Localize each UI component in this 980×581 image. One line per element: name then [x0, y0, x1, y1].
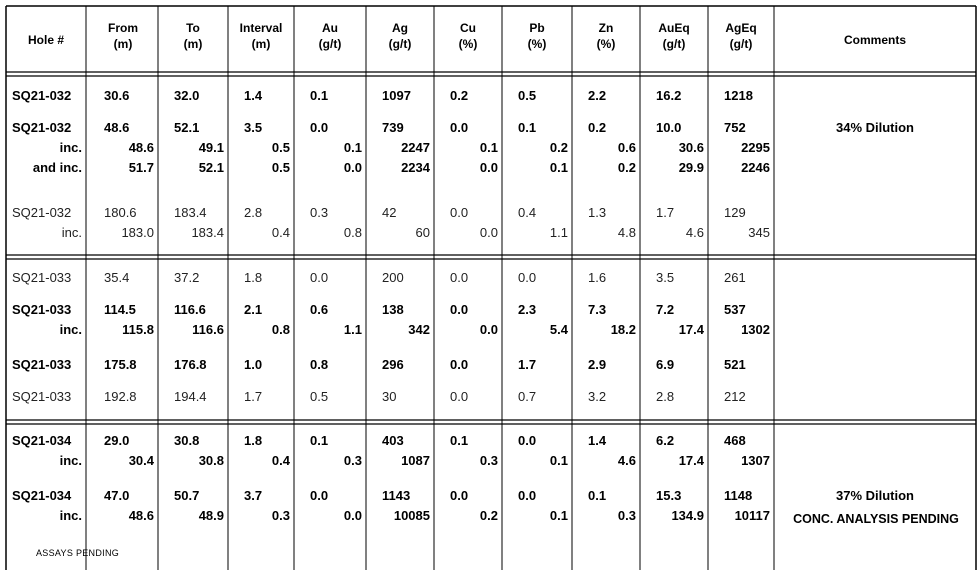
- cell-au: 0.0: [343, 160, 362, 175]
- header-interval: [228, 20, 294, 52]
- cell-pb: 0.0: [518, 270, 537, 285]
- cell-au: 0.8: [343, 225, 362, 240]
- cell-cu: 0.2: [479, 508, 498, 523]
- cell-pb: 0.0: [518, 488, 537, 503]
- cell-aueq: 3.5: [656, 270, 675, 285]
- cell-hole: inc.: [59, 508, 82, 523]
- cell-hole: inc.: [59, 140, 82, 155]
- header-ageq-label: AgEq: [725, 21, 757, 35]
- cell-aueq: 2.8: [656, 389, 675, 404]
- cell-interval: 0.4: [271, 225, 290, 240]
- cell-cu: 0.0: [450, 205, 469, 220]
- cell-aueq: 15.3: [656, 488, 682, 503]
- header-aueq: [640, 20, 708, 52]
- cell-hole: SQ21-033: [12, 270, 72, 285]
- cell-ageq: 537: [724, 302, 746, 317]
- cell-au: 0.3: [343, 453, 362, 468]
- cell-pb: 1.7: [518, 357, 537, 372]
- header-cu: [434, 20, 502, 52]
- cell-au: 0.1: [310, 433, 329, 448]
- cell-zn: 18.2: [610, 322, 636, 337]
- cell-cu: 0.0: [450, 389, 469, 404]
- cell-ag: 1097: [382, 88, 411, 103]
- cell-au: 0.6: [310, 302, 329, 317]
- cell-cu: 0.0: [479, 225, 498, 240]
- cell-zn: 7.3: [588, 302, 607, 317]
- cell-to: 176.8: [174, 357, 207, 372]
- cell-pb: 1.1: [549, 225, 568, 240]
- cell-from: 29.0: [104, 433, 130, 448]
- cell-to: 52.1: [198, 160, 224, 175]
- cell-pb: 0.2: [549, 140, 568, 155]
- cell-au: 0.3: [310, 205, 329, 220]
- cell-pb: 5.4: [549, 322, 568, 337]
- cell-zn: 0.1: [588, 488, 607, 503]
- cell-au: 0.0: [310, 270, 329, 285]
- cell-from: 47.0: [104, 488, 130, 503]
- header-zn: [572, 20, 640, 52]
- header-cu-label: Cu: [460, 21, 476, 35]
- cell-ag: 10085: [393, 508, 430, 523]
- cell-pb: 0.4: [518, 205, 537, 220]
- cell-ag: 60: [415, 225, 430, 240]
- header-interval-label: Interval: [239, 21, 283, 35]
- cell-ag: 342: [408, 322, 430, 337]
- cell-aueq: 17.4: [678, 453, 704, 468]
- cell-to: 37.2: [174, 270, 200, 285]
- header-ageq-unit: (g/t): [729, 37, 753, 51]
- header-zn-unit: (%): [596, 37, 616, 51]
- header-from-unit: (m): [113, 37, 133, 51]
- cell-aueq: 16.2: [656, 88, 682, 103]
- cell-aueq: 6.2: [656, 433, 675, 448]
- cell-ageq: 521: [724, 357, 746, 372]
- cell-ageq: 129: [724, 205, 746, 220]
- cell-cu: 0.1: [450, 433, 469, 448]
- cell-zn: 0.2: [588, 120, 607, 135]
- cell-hole: SQ21-032: [12, 120, 72, 135]
- header-cu-unit: (%): [458, 37, 478, 51]
- cell-ag: 403: [382, 433, 404, 448]
- comment-dilution-034: 37% Dilution: [835, 488, 914, 503]
- cell-hole: SQ21-033: [12, 302, 72, 317]
- cell-ageq: 212: [724, 389, 746, 404]
- cell-ageq: 2246: [741, 160, 770, 175]
- cell-aueq: 134.9: [671, 508, 704, 523]
- comment-dilution-032: 34% Dilution: [835, 120, 914, 135]
- cell-ageq: 261: [724, 270, 746, 285]
- cell-ageq: 752: [724, 120, 746, 135]
- cell-cu: 0.2: [450, 88, 469, 103]
- cell-from: 30.6: [104, 88, 130, 103]
- cell-ag: 739: [382, 120, 404, 135]
- cell-interval: 3.5: [244, 120, 263, 135]
- cell-aueq: 10.0: [656, 120, 682, 135]
- cell-hole: SQ21-033: [12, 357, 72, 372]
- cell-aueq: 30.6: [678, 140, 704, 155]
- cell-to: 48.9: [198, 508, 224, 523]
- cell-au: 0.8: [310, 357, 329, 372]
- cell-au: 0.0: [310, 488, 329, 503]
- cell-ageq: 1148: [724, 488, 753, 503]
- cell-ag: 2234: [401, 160, 430, 175]
- cell-interval: 2.1: [244, 302, 263, 317]
- header-hole: Hole #: [27, 33, 64, 47]
- cell-zn: 2.9: [588, 357, 607, 372]
- header-pb: [502, 20, 572, 52]
- cell-interval: 1.4: [244, 88, 263, 103]
- cell-cu: 0.3: [479, 453, 498, 468]
- cell-ageq: 468: [724, 433, 746, 448]
- cell-hole: SQ21-034: [12, 488, 72, 503]
- cell-from: 48.6: [128, 508, 154, 523]
- cell-zn: 0.3: [617, 508, 636, 523]
- cell-cu: 0.0: [479, 322, 498, 337]
- cell-to: 183.4: [191, 225, 224, 240]
- cell-ag: 30: [382, 389, 397, 404]
- cell-to: 49.1: [198, 140, 224, 155]
- header-ag: [366, 20, 434, 52]
- cell-ag: 2247: [401, 140, 430, 155]
- cell-au: 0.0: [310, 120, 329, 135]
- cell-au: 0.1: [310, 88, 329, 103]
- cell-ageq: 1218: [724, 88, 753, 103]
- header-au-label: Au: [322, 21, 338, 35]
- cell-to: 116.6: [192, 322, 224, 337]
- cell-hole: inc.: [61, 225, 82, 240]
- cell-from: 30.4: [128, 453, 154, 468]
- cell-cu: 0.0: [450, 488, 469, 503]
- cell-interval: 0.5: [271, 160, 290, 175]
- header-pb-label: Pb: [529, 21, 545, 35]
- cell-cu: 0.0: [479, 160, 498, 175]
- cell-aueq: 7.2: [656, 302, 675, 317]
- cell-hole: SQ21-032: [12, 88, 72, 103]
- cell-ag: 138: [382, 302, 404, 317]
- cell-ag: 1087: [401, 453, 430, 468]
- header-aueq-label: AuEq: [658, 21, 690, 35]
- cell-ageq: 1307: [741, 453, 770, 468]
- cell-zn: 3.2: [588, 389, 607, 404]
- header-ageq: [708, 20, 774, 52]
- cell-au: 0.0: [343, 508, 362, 523]
- cell-from: 35.4: [104, 270, 130, 285]
- cell-to: 52.1: [174, 120, 200, 135]
- cell-from: 180.6: [104, 205, 137, 220]
- cell-ag: 296: [382, 357, 404, 372]
- cell-interval: 1.8: [244, 433, 263, 448]
- header-comments: Comments: [843, 33, 906, 47]
- cell-interval: 1.8: [244, 270, 263, 285]
- header-aueq-unit: (g/t): [662, 37, 686, 51]
- cell-zn: 0.6: [617, 140, 636, 155]
- cell-interval: 1.7: [244, 389, 263, 404]
- cell-to: 194.4: [174, 389, 207, 404]
- cell-to: 30.8: [198, 453, 224, 468]
- header-to-label: To: [186, 21, 200, 35]
- cell-cu: 0.0: [450, 357, 469, 372]
- cell-interval: 0.3: [271, 508, 290, 523]
- header-au: [294, 20, 366, 52]
- cell-ageq: 1302: [741, 322, 770, 337]
- cell-hole: inc.: [59, 322, 82, 337]
- header-au-unit: (g/t): [318, 37, 342, 51]
- cell-interval: 2.8: [244, 205, 263, 220]
- cell-au: 0.1: [343, 140, 362, 155]
- cell-to: 30.8: [174, 433, 200, 448]
- cell-hole: inc.: [59, 453, 82, 468]
- cell-from: 115.8: [122, 322, 154, 337]
- cell-from: 175.8: [104, 357, 137, 372]
- cell-from: 48.6: [104, 120, 130, 135]
- cell-to: 116.6: [174, 302, 206, 317]
- comment-conc-pending: CONC. ANALYSIS PENDING: [793, 512, 959, 526]
- header-zn-label: Zn: [598, 21, 614, 35]
- header-ag-label: Ag: [392, 21, 408, 35]
- cell-ag: 200: [382, 270, 404, 285]
- cell-from: 192.8: [104, 389, 137, 404]
- cell-interval: 0.8: [271, 322, 290, 337]
- cell-pb: 0.1: [518, 120, 537, 135]
- cell-cu: 0.0: [450, 270, 469, 285]
- cell-pb: 2.3: [518, 302, 537, 317]
- header-interval-unit: (m): [251, 37, 271, 51]
- cell-pb: 0.1: [549, 453, 568, 468]
- cell-from: 51.7: [128, 160, 154, 175]
- header-from: [88, 20, 158, 52]
- cell-zn: 4.8: [617, 225, 636, 240]
- cell-hole: SQ21-032: [12, 205, 72, 220]
- cell-zn: 1.6: [588, 270, 607, 285]
- cell-hole: SQ21-034: [12, 433, 72, 448]
- cell-zn: 0.2: [617, 160, 636, 175]
- cell-aueq: 4.6: [685, 225, 704, 240]
- cell-aueq: 1.7: [656, 205, 675, 220]
- cell-to: 32.0: [174, 88, 200, 103]
- cell-zn: 4.6: [617, 453, 636, 468]
- cell-pb: 0.7: [518, 389, 537, 404]
- cell-from: 183.0: [121, 225, 154, 240]
- cell-interval: 0.5: [271, 140, 290, 155]
- cell-interval: 1.0: [244, 357, 263, 372]
- cell-pb: 0.1: [549, 508, 568, 523]
- cell-pb: 0.0: [518, 433, 537, 448]
- cell-au: 1.1: [343, 322, 362, 337]
- cell-au: 0.5: [310, 389, 329, 404]
- cell-aueq: 17.4: [678, 322, 704, 337]
- header-ag-unit: (g/t): [388, 37, 412, 51]
- cell-cu: 0.0: [450, 302, 469, 317]
- cell-ageq: 345: [748, 225, 770, 240]
- cell-cu: 0.1: [479, 140, 498, 155]
- header-to: [158, 20, 228, 52]
- cell-zn: 2.2: [588, 88, 607, 103]
- cell-pb: 0.5: [518, 88, 537, 103]
- cell-to: 183.4: [174, 205, 207, 220]
- cell-hole: and inc.: [32, 160, 82, 175]
- cell-aueq: 29.9: [678, 160, 704, 175]
- cell-hole: SQ21-033: [12, 389, 72, 404]
- cell-ag: 1143: [382, 488, 411, 503]
- cell-ageq: 2295: [741, 140, 770, 155]
- cell-zn: 1.4: [588, 433, 607, 448]
- header-from-label: From: [108, 21, 138, 35]
- cell-ageq: 10117: [734, 508, 770, 523]
- cell-aueq: 6.9: [656, 357, 675, 372]
- cell-ag: 42: [382, 205, 397, 220]
- cell-from: 48.6: [128, 140, 154, 155]
- header-to-unit: (m): [183, 37, 203, 51]
- cell-pb: 0.1: [549, 160, 568, 175]
- cell-to: 50.7: [174, 488, 200, 503]
- footnote-assays-pending: ASSAYS PENDING: [36, 548, 120, 558]
- cell-interval: 0.4: [271, 453, 290, 468]
- cell-from: 114.5: [104, 302, 136, 317]
- cell-interval: 3.7: [244, 488, 263, 503]
- header-pb-unit: (%): [527, 37, 547, 51]
- cell-zn: 1.3: [588, 205, 607, 220]
- cell-cu: 0.0: [450, 120, 469, 135]
